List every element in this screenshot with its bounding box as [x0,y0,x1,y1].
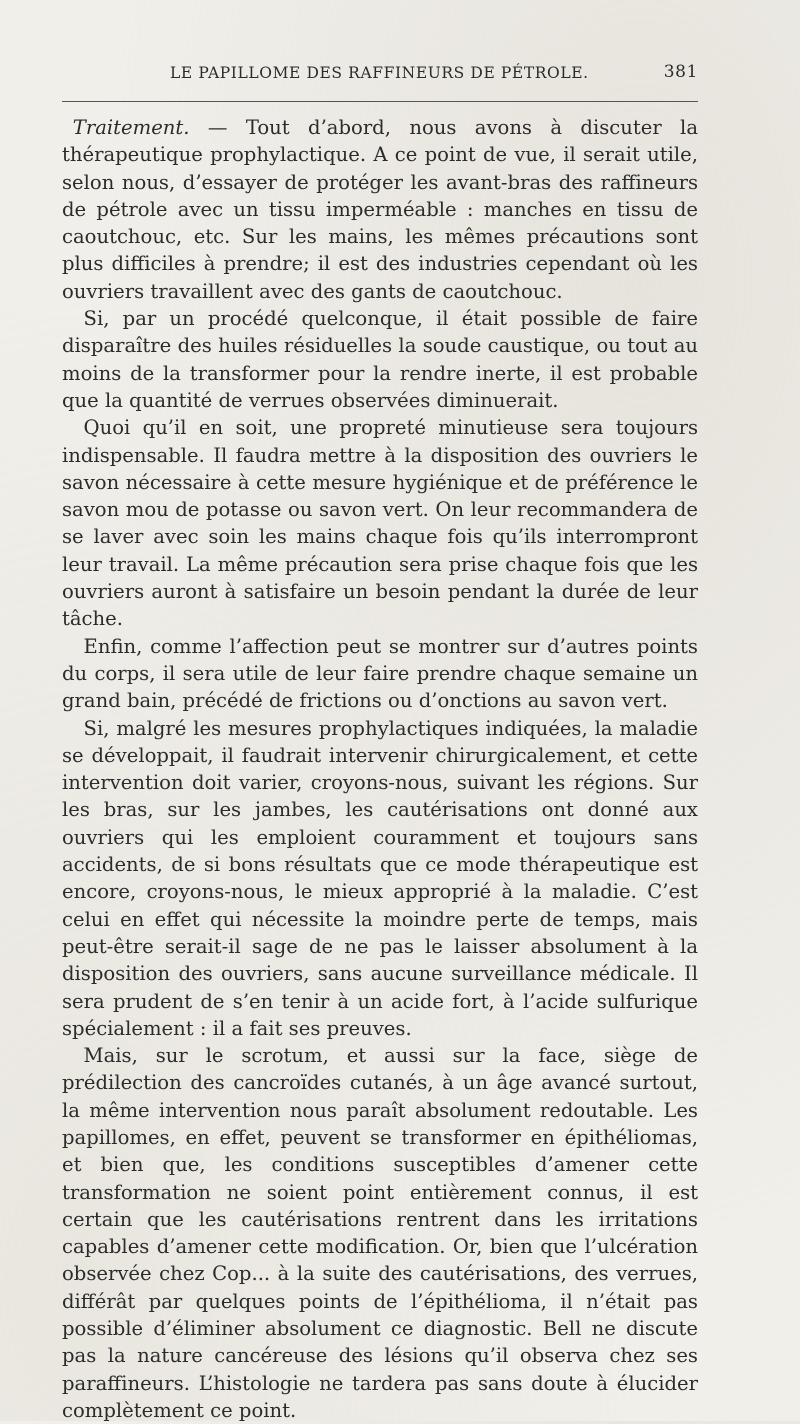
paragraph-intervention: Si, malgré les mesures prophylactiques indiquées, la maladie se développait, il faudrait intervenir chirurgicalement, et cette intervention doit varier, croyons-nous, suivant les régions. Sur les bras, sur les jambes, les cautérisations ont donné aux ouvriers qui les emploient couramment et toujours sans accidents, de si bons résultats que ce mode thérapeutique est encore, croyons-nous, le mieux approprié à la maladie. C’est celui en effet qui nécessite la moindre perte de temps, mais peut-être serait-il sage de ne pas le laisser absolument à la disposition des ouvriers, sans aucune surveillance médicale. Il sera prudent de s’en tenir à un acide fort, à l’acide sulfurique spécialement : il a fait ses preuves. [62,716,698,1040]
body-text [62,114,698,1424]
page-number: 381 [663,62,698,82]
paragraph-huiles-residuelles: Si, par un procédé quelconque, il était possible de faire disparaître des huiles résiduelles la soude caustique, ou tout au moins de la transformer pour la rendre inerte, il est probable que la quantité de verrues observées diminuerait. [62,307,698,412]
running-head [62,60,698,90]
section-lead-traitement: Traitement. [72,116,190,139]
paragraph-bain: Enfin, comme l’affection peut se montrer sur d’autres points du corps, il sera utile de leur faire prendre chaque semaine un grand bain, précédé de frictions ou d’onctions au savon vert. [62,634,698,713]
paragraph-traitement [62,114,698,305]
running-title: LE PAPILLOME DES RAFFINEURS DE PÉTROLE. [170,64,589,82]
header-rule [62,101,698,102]
paragraph-traitement-text: — Tout d’abord, nous avons à discuter la thérapeutique prophylactique. A ce point de vue, il serait utile, selon nous, d’essayer de protéger les avant-bras des raffineurs de pétrole avec un tissu imperméable : manches en tissu de caoutchouc, etc. Sur les mains, les mêmes précautions sont plus difficiles à prendre; il est des industries cependant où les ouvriers travaillent avec des gants de caoutchouc. [62,116,698,303]
paragraph-scrotum-face: Mais, sur le scrotum, et aussi sur la face, siège de prédilection des cancroïdes cutanés, à un âge avancé surtout, la même intervention nous paraît absolument redoutable. Les papillomes, en effet, peuvent se transformer en épithéliomas, et bien que, les conditions susceptibles d’amener cette transformation ne soient point entièrement connus, il est certain que les cautérisations rentrent dans les irritations capables d’amener cette modification. Or, bien que l’ulcération observée chez Cop... à la suite des cautérisations, des verrues, différât par quelques points de l’épithélioma, il n’était pas possible d’éliminer absolument ce diagnostic. Bell ne discute pas la nature cancéreuse des lésions qu’il observa chez ses paraffineurs. L’histologie ne tardera pas sans doute à élucider complètement ce point. [62,1044,698,1422]
paragraph-proprete: Quoi qu’il en soit, une propreté minutieuse sera toujours indispensable. Il faudra mettre à la disposition des ouvriers le savon nécessaire à cette mesure hygiénique et de préférence le savon mou de potasse ou savon vert. On leur recommandera de se laver avec soin les mains chaque fois qu’ils interrompront leur travail. La même précaution sera prise chaque fois que les ouvriers auront à satisfaire un besoin pendant la durée de leur tâche. [62,416,698,631]
